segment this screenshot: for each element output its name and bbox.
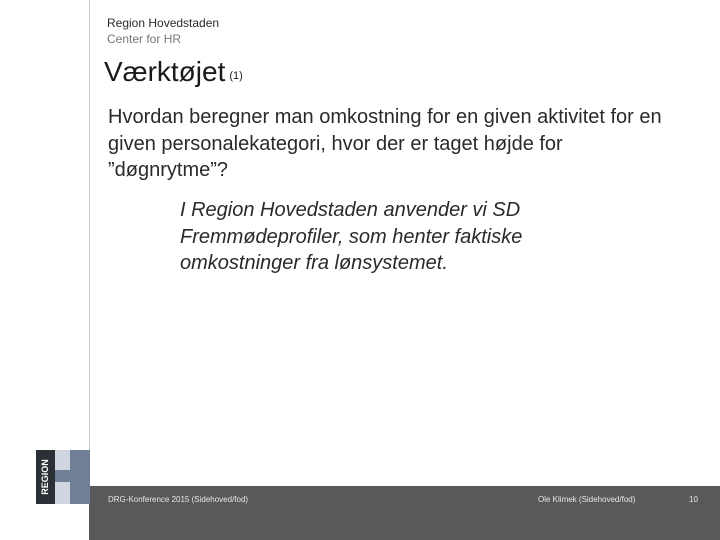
page-number: 10 xyxy=(689,495,698,504)
organization-name: Region Hovedstaden xyxy=(107,16,220,30)
slide-footer xyxy=(0,486,720,540)
left-margin-rule xyxy=(89,0,90,486)
slide-title xyxy=(104,56,243,88)
slide-title-text: Værktøjet xyxy=(104,56,226,87)
region-h-logo-icon xyxy=(36,450,90,504)
footer-conference-text: DRG-Konference 2015 (Sidehoved/fod) xyxy=(108,495,249,504)
slide-sub-point: I Region Hovedstaden anvender vi SD Fremmødeprofiler, som henter faktiske omkostninger fra lønsystemet. xyxy=(180,199,523,274)
footer-author-text: Ole Klimek (Sidehoved/fod) xyxy=(538,495,636,504)
slide-title-superscript: (1) xyxy=(229,70,243,82)
slide-body-text: Hvordan beregner man omkostning for en given aktivitet for en given personalekategori, hvor der er taget højde for ”døgnrytme”? xyxy=(108,106,662,181)
department-name: Center for HR xyxy=(107,32,182,46)
slide-header xyxy=(107,15,219,47)
logo-region-text: REGION xyxy=(39,459,50,495)
